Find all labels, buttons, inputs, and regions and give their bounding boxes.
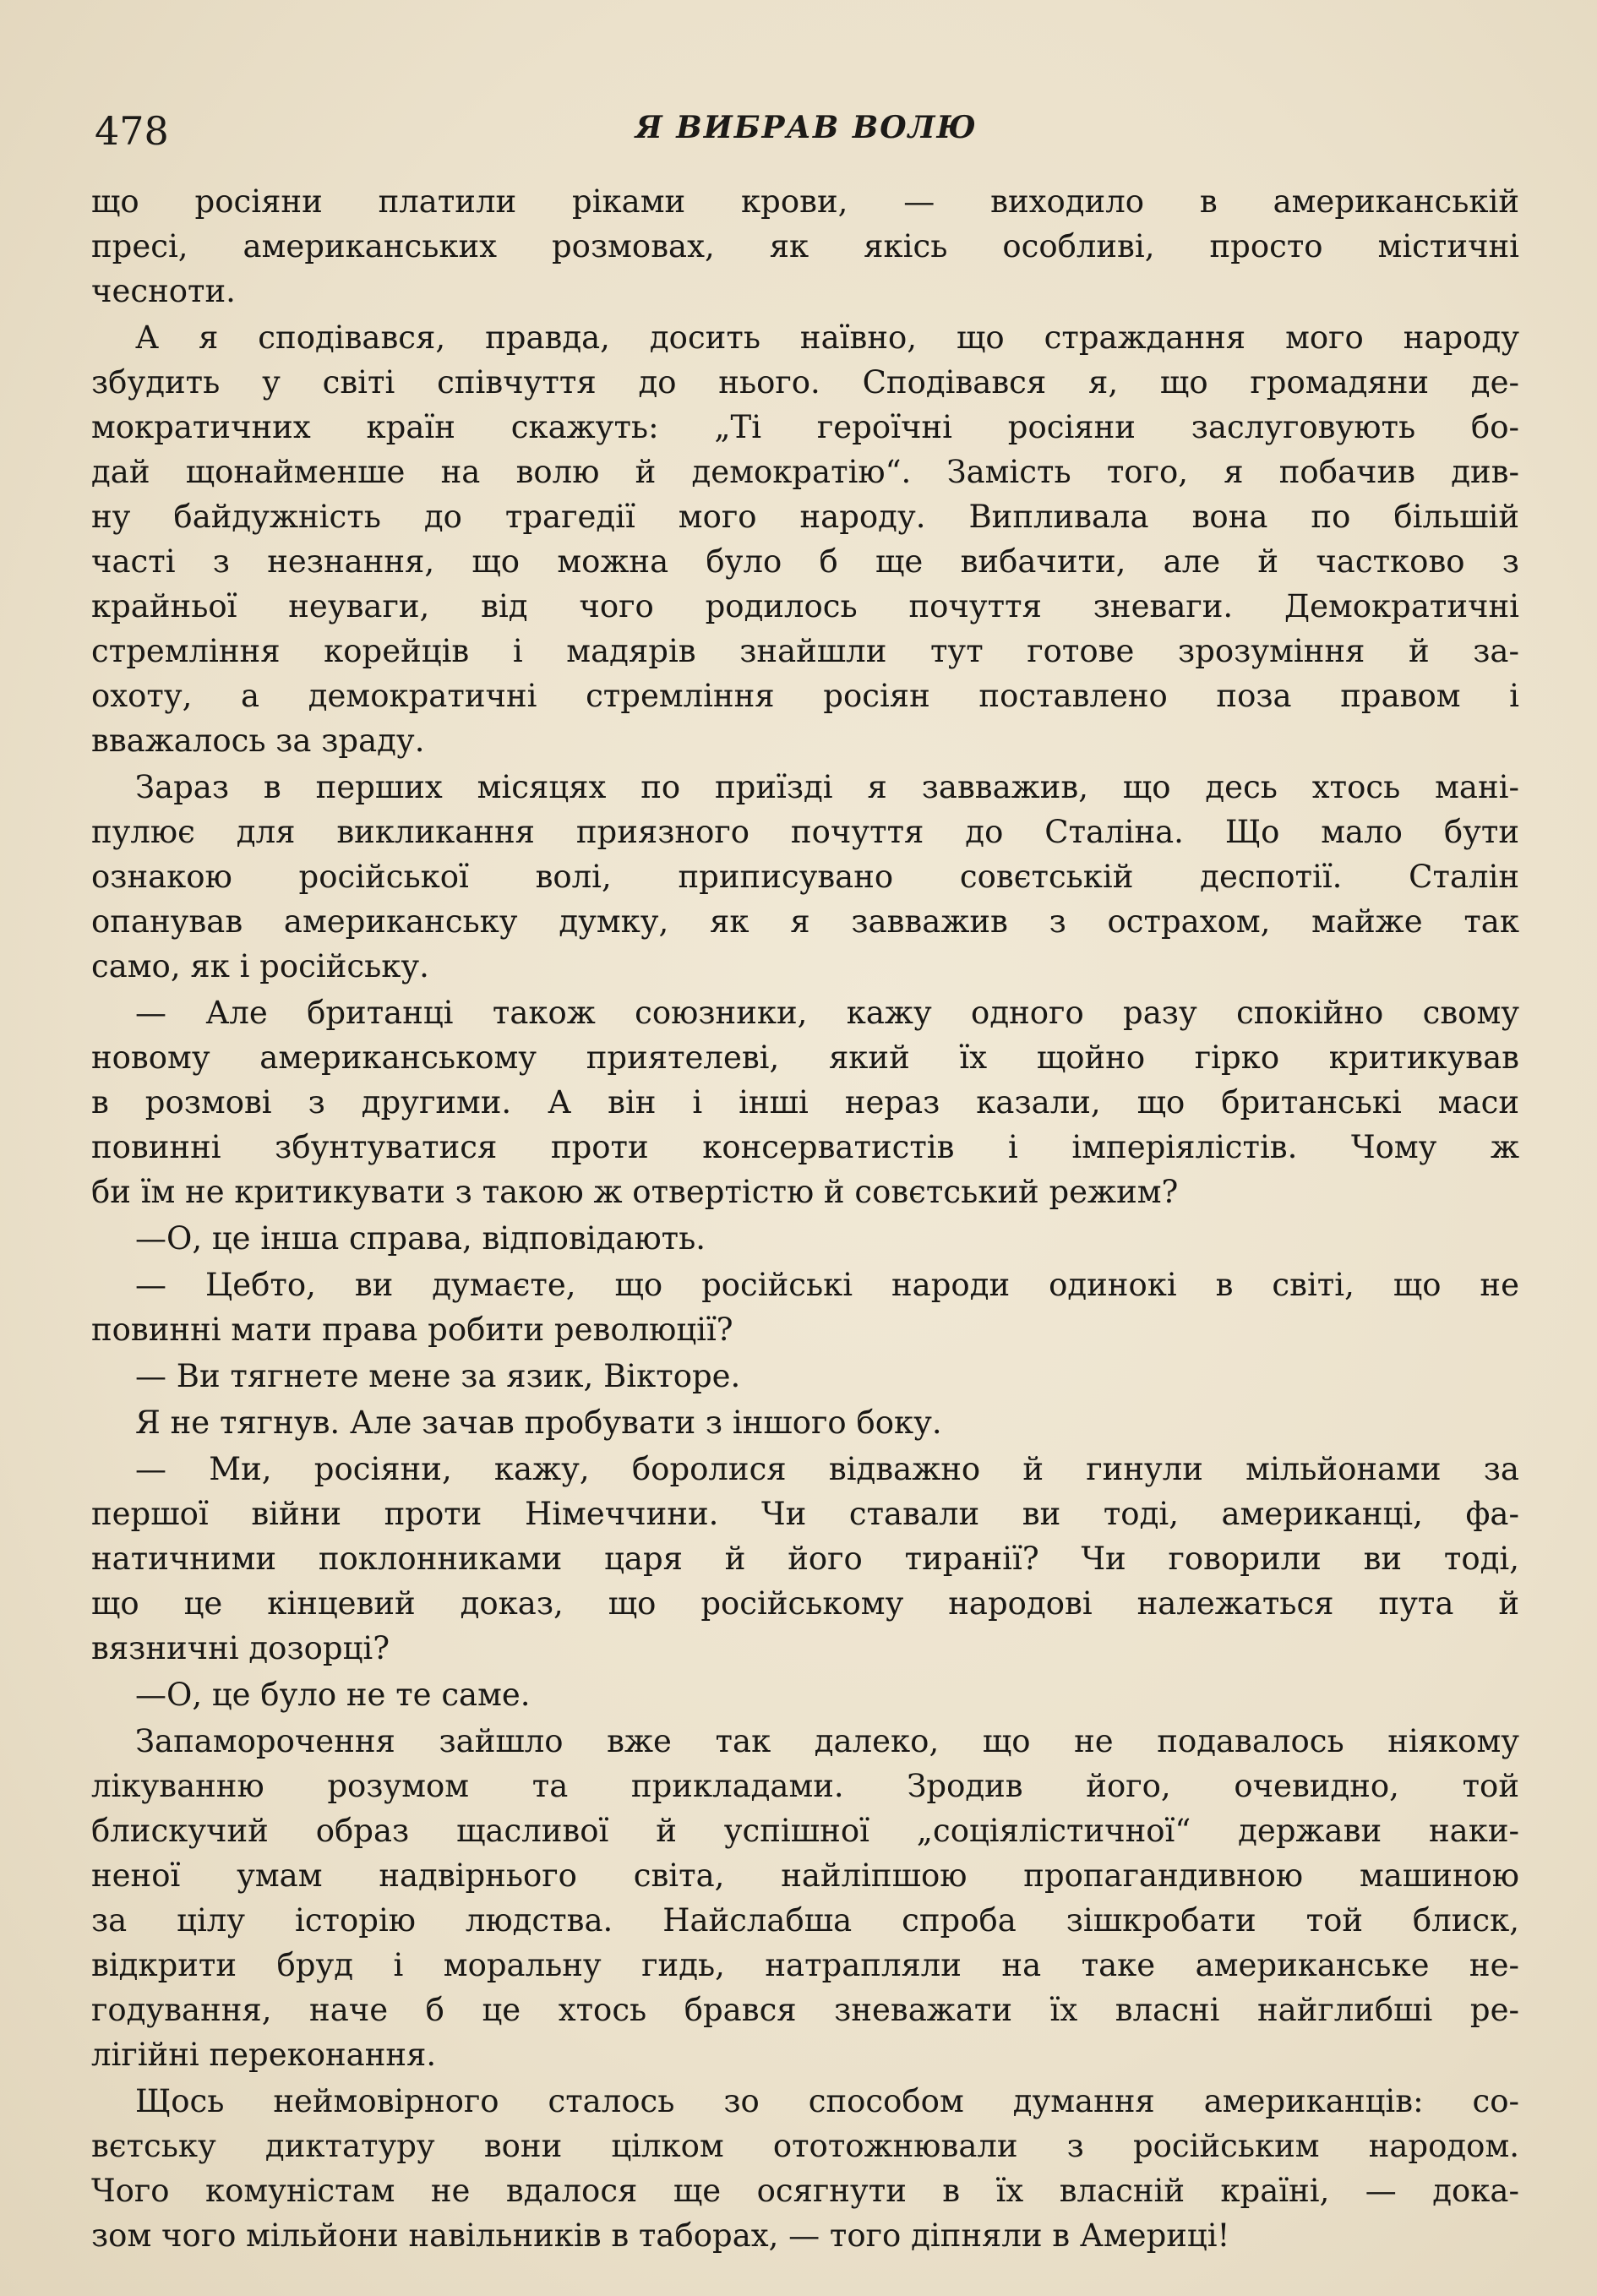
text-line: натичними поклонниками царя й його тиранії? Чи говорили ви тоді, bbox=[91, 1541, 1519, 1577]
text-line: повинні збунтуватися проти консерватистів і імперіялістів. Чому ж bbox=[91, 1129, 1519, 1165]
body-text bbox=[91, 179, 1519, 2260]
paragraph bbox=[91, 179, 1519, 314]
paragraph bbox=[91, 1354, 1519, 1399]
text-line: часті з незнання, що можна було б ще вибачити, але й частково з bbox=[91, 543, 1519, 580]
text-line: в розмові з другими. А він і інші нераз казали, що британські маси bbox=[91, 1084, 1519, 1121]
text-line: опанував американську думку, як я завважив з острахом, майже так bbox=[91, 903, 1519, 940]
text-line: чесноти. bbox=[91, 273, 236, 309]
text-line: новому американському приятелеві, який їх щойно гірко критикував bbox=[91, 1039, 1519, 1076]
paragraph bbox=[91, 1672, 1519, 1717]
text-line: пресі, американських розмовах, як якісь особливі, просто містичні bbox=[91, 228, 1519, 265]
text-line: —О, це інша справа, відповідають. bbox=[135, 1220, 706, 1257]
paragraph bbox=[91, 1447, 1519, 1671]
paragraph bbox=[91, 1216, 1519, 1261]
text-line: неної умам надвірнього світа, найліпшою пропагандивною машиною bbox=[91, 1857, 1519, 1894]
text-line: — Але британці також союзники, кажу одного разу спокійно свому bbox=[135, 995, 1519, 1031]
text-line: — Ми, росіяни, кажу, боролися відважно й гинули мільйонами за bbox=[135, 1451, 1519, 1487]
text-line: стремління корейців і мадярів знайшли тут готове зрозуміння й за- bbox=[91, 633, 1519, 669]
text-line: — Ви тягнете мене за язик, Вікторе. bbox=[135, 1358, 741, 1394]
text-line: за цілу історію людства. Найслабша спроба зішкробати той блиск, bbox=[91, 1902, 1519, 1939]
paragraph bbox=[91, 1719, 1519, 2077]
paragraph bbox=[91, 765, 1519, 989]
text-line: ну байдужність до трагедії мого народу. Випливала вона по більшій bbox=[91, 499, 1519, 535]
text-line: лікуванню розумом та прикладами. Зродив його, очевидно, той bbox=[91, 1768, 1519, 1804]
text-line: —О, це було не те саме. bbox=[135, 1677, 531, 1713]
text-line: вважалось за зраду. bbox=[91, 723, 425, 759]
text-line: А я сподівався, правда, досить наївно, що страждання мого народу bbox=[135, 319, 1519, 356]
text-line: охоту, а демократичні стремління росіян поставлено поза правом і bbox=[91, 678, 1519, 714]
text-line: пулює для викликання приязного почуття до Сталіна. Що мало бути bbox=[91, 814, 1519, 850]
text-line: Щось неймовірного сталось зо способом думання американців: со- bbox=[135, 2083, 1519, 2119]
text-line: Запаморочення зайшло вже так далеко, що не подавалось ніякому bbox=[135, 1723, 1519, 1759]
text-line: вєтську диктатуру вони цілком ототожнювали з російським народом. bbox=[91, 2128, 1519, 2164]
text-line: зом чого мільйони навільників в таборах, — того діпняли в Америці! bbox=[91, 2217, 1230, 2254]
text-line: першої війни проти Німеччини. Чи ставали ви тоді, американці, фа- bbox=[91, 1496, 1519, 1532]
text-line: збудить у світі співчуття до нього. Сподівався я, що громадяни де- bbox=[91, 364, 1519, 401]
text-line: що росіяни платили ріками крови, — виходило в американській bbox=[91, 183, 1519, 220]
text-line: блискучий образ щасливої й успішної „соціялістичної“ держави наки- bbox=[91, 1813, 1519, 1849]
text-line: відкрити бруд і моральну гидь, натрапляли на таке американське не- bbox=[91, 1947, 1519, 1983]
paragraph bbox=[91, 990, 1519, 1214]
running-title: Я ВИБРАВ ВОЛЮ bbox=[635, 110, 978, 145]
paragraph bbox=[91, 315, 1519, 763]
text-line: що це кінцевий доказ, що російському народові належаться пута й bbox=[91, 1585, 1519, 1622]
text-line: дай щонайменше на волю й демократію“. Замість того, я побачив див- bbox=[91, 454, 1519, 490]
text-line: Я не тягнув. Але зачав пробувати з іншого боку. bbox=[135, 1404, 942, 1441]
paragraph bbox=[91, 1263, 1519, 1352]
paragraph bbox=[91, 1400, 1519, 1445]
text-line: — Цебто, ви думаєте, що російські народи одинокі в світі, що не bbox=[135, 1267, 1519, 1303]
text-line: ознакою російської волі, приписувано совєтській деспотії. Сталін bbox=[91, 859, 1519, 895]
text-line: би їм не критикувати з такою ж отвертістю й совєтський режим? bbox=[91, 1174, 1179, 1210]
text-line: само, як і російську. bbox=[91, 948, 429, 984]
text-line: повинні мати права робити революції? bbox=[91, 1312, 733, 1348]
text-line: вязничні дозорці? bbox=[91, 1630, 390, 1666]
text-line: годування, наче б це хтось брався зневажати їх власні найглибші ре- bbox=[91, 1992, 1519, 2028]
page-header bbox=[95, 103, 1514, 162]
text-line: мократичних країн скажуть: „Ті героїчні росіяни заслуговують бо- bbox=[91, 409, 1519, 445]
text-line: Чого комуністам не вдалося ще осягнути в їх власній країні, — дока- bbox=[91, 2173, 1519, 2209]
text-line: Зараз в перших місяцях по приїзді я завважив, що десь хтось мані- bbox=[135, 769, 1519, 805]
text-line: крайньої неуваги, від чого родилось почуття зневаги. Демократичні bbox=[91, 588, 1519, 624]
paragraph bbox=[91, 2079, 1519, 2258]
page-number: 478 bbox=[95, 108, 169, 154]
text-line: лігійні переконання. bbox=[91, 2037, 437, 2073]
